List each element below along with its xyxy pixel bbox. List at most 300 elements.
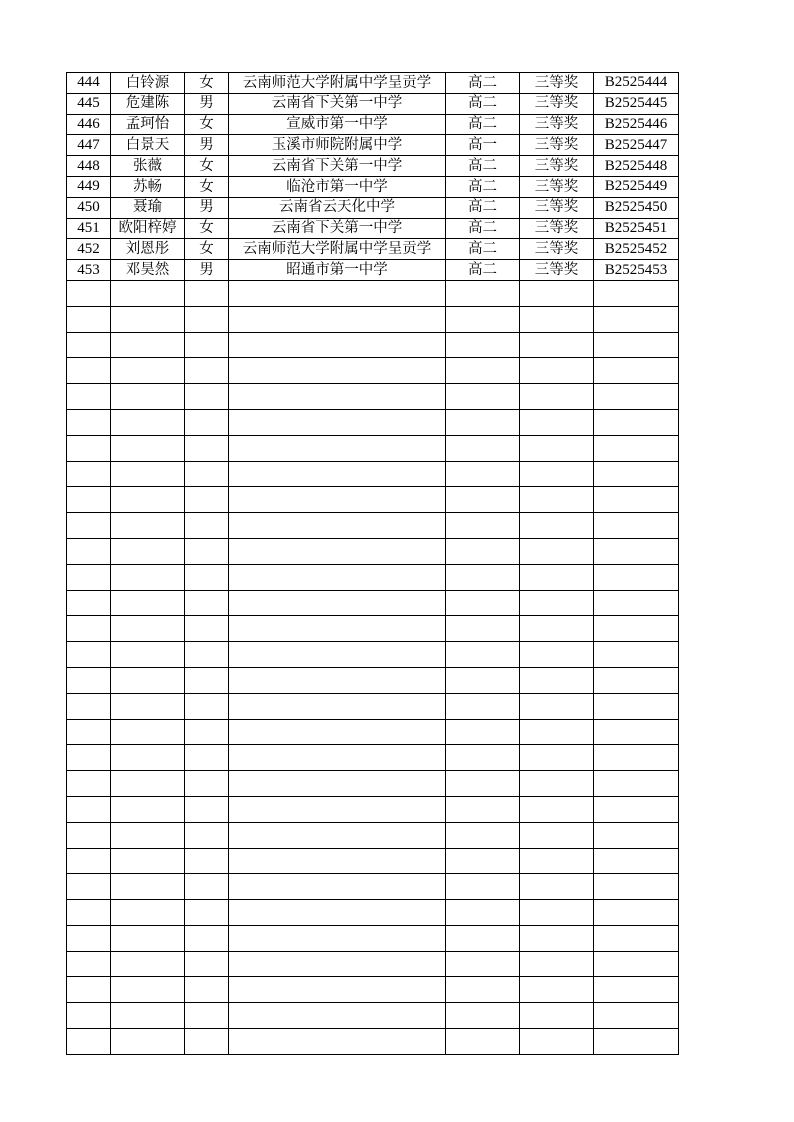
empty-cell xyxy=(229,719,446,745)
empty-cell xyxy=(185,564,229,590)
empty-cell xyxy=(185,358,229,384)
empty-cell xyxy=(111,538,185,564)
table-row xyxy=(67,176,679,197)
cell-no: 445 xyxy=(67,93,111,114)
empty-cell xyxy=(67,435,111,461)
cell-code: B2525449 xyxy=(594,176,679,197)
empty-cell xyxy=(229,977,446,1003)
cell-grade: 高二 xyxy=(446,197,520,218)
empty-cell xyxy=(446,771,520,797)
empty-cell xyxy=(520,332,594,358)
cell-name: 欧阳梓婷 xyxy=(111,218,185,239)
cell-school: 临沧市第一中学 xyxy=(229,176,446,197)
cell-grade: 高二 xyxy=(446,176,520,197)
table-row xyxy=(67,239,679,260)
empty-cell xyxy=(229,384,446,410)
empty-cell xyxy=(520,461,594,487)
cell-grade: 高一 xyxy=(446,135,520,156)
empty-cell xyxy=(446,1003,520,1029)
cell-no: 451 xyxy=(67,218,111,239)
empty-cell xyxy=(520,719,594,745)
empty-cell xyxy=(594,719,679,745)
empty-cell xyxy=(446,332,520,358)
cell-grade: 高二 xyxy=(446,260,520,281)
empty-cell xyxy=(229,513,446,539)
empty-table-row xyxy=(67,951,679,977)
empty-cell xyxy=(446,384,520,410)
empty-cell xyxy=(185,616,229,642)
empty-table-row xyxy=(67,461,679,487)
empty-cell xyxy=(111,461,185,487)
empty-cell xyxy=(446,487,520,513)
empty-cell xyxy=(67,513,111,539)
empty-cell xyxy=(229,951,446,977)
empty-cell xyxy=(111,435,185,461)
empty-cell xyxy=(111,693,185,719)
empty-cell xyxy=(67,538,111,564)
empty-cell xyxy=(111,513,185,539)
empty-cell xyxy=(520,487,594,513)
empty-cell xyxy=(111,1029,185,1055)
empty-cell xyxy=(67,771,111,797)
empty-cell xyxy=(229,1003,446,1029)
cell-gender: 女 xyxy=(185,156,229,177)
empty-cell xyxy=(229,538,446,564)
empty-cell xyxy=(229,1029,446,1055)
empty-cell xyxy=(229,435,446,461)
cell-school: 昭通市第一中学 xyxy=(229,260,446,281)
cell-name: 苏畅 xyxy=(111,176,185,197)
empty-table-row xyxy=(67,564,679,590)
cell-grade: 高二 xyxy=(446,156,520,177)
cell-award: 三等奖 xyxy=(520,93,594,114)
empty-cell xyxy=(67,590,111,616)
empty-table-row xyxy=(67,616,679,642)
empty-cell xyxy=(111,951,185,977)
empty-cell xyxy=(185,900,229,926)
empty-cell xyxy=(229,745,446,771)
cell-gender: 女 xyxy=(185,114,229,135)
empty-cell xyxy=(229,461,446,487)
empty-cell xyxy=(67,693,111,719)
empty-cell xyxy=(111,1003,185,1029)
empty-cell xyxy=(185,1029,229,1055)
empty-cell xyxy=(185,435,229,461)
empty-cell xyxy=(111,822,185,848)
empty-cell xyxy=(520,951,594,977)
cell-code: B2525451 xyxy=(594,218,679,239)
empty-cell xyxy=(67,564,111,590)
empty-cell xyxy=(520,771,594,797)
empty-cell xyxy=(594,796,679,822)
empty-cell xyxy=(229,616,446,642)
table-row xyxy=(67,197,679,218)
cell-school: 玉溪市师院附属中学 xyxy=(229,135,446,156)
empty-cell xyxy=(520,900,594,926)
empty-cell xyxy=(594,667,679,693)
empty-cell xyxy=(594,874,679,900)
empty-cell xyxy=(111,771,185,797)
cell-award: 三等奖 xyxy=(520,176,594,197)
empty-cell xyxy=(594,822,679,848)
empty-cell xyxy=(67,280,111,306)
empty-cell xyxy=(111,280,185,306)
empty-cell xyxy=(111,719,185,745)
cell-award: 三等奖 xyxy=(520,114,594,135)
cell-award: 三等奖 xyxy=(520,218,594,239)
empty-cell xyxy=(185,925,229,951)
table-row xyxy=(67,260,679,281)
empty-cell xyxy=(67,409,111,435)
cell-name: 白景天 xyxy=(111,135,185,156)
empty-cell xyxy=(594,925,679,951)
cell-no: 447 xyxy=(67,135,111,156)
cell-grade: 高二 xyxy=(446,114,520,135)
cell-award: 三等奖 xyxy=(520,239,594,260)
empty-cell xyxy=(446,642,520,668)
table-row xyxy=(67,218,679,239)
empty-cell xyxy=(229,590,446,616)
table-body xyxy=(67,73,679,1055)
cell-school: 云南师范大学附属中学呈贡学 xyxy=(229,239,446,260)
empty-cell xyxy=(185,332,229,358)
empty-cell xyxy=(520,925,594,951)
empty-cell xyxy=(229,693,446,719)
cell-no: 452 xyxy=(67,239,111,260)
empty-cell xyxy=(111,616,185,642)
empty-cell xyxy=(520,280,594,306)
cell-school: 云南师范大学附属中学呈贡学 xyxy=(229,73,446,94)
empty-cell xyxy=(520,977,594,1003)
empty-cell xyxy=(67,461,111,487)
cell-school: 云南省云天化中学 xyxy=(229,197,446,218)
table-row xyxy=(67,156,679,177)
empty-cell xyxy=(67,384,111,410)
empty-cell xyxy=(185,538,229,564)
empty-cell xyxy=(229,564,446,590)
empty-table-row xyxy=(67,590,679,616)
empty-table-row xyxy=(67,487,679,513)
empty-cell xyxy=(67,332,111,358)
empty-cell xyxy=(185,461,229,487)
empty-cell xyxy=(67,642,111,668)
empty-cell xyxy=(520,616,594,642)
empty-cell xyxy=(185,306,229,332)
cell-school: 云南省下关第一中学 xyxy=(229,156,446,177)
empty-table-row xyxy=(67,1003,679,1029)
empty-cell xyxy=(594,435,679,461)
cell-no: 448 xyxy=(67,156,111,177)
empty-cell xyxy=(185,590,229,616)
empty-cell xyxy=(67,951,111,977)
cell-grade: 高二 xyxy=(446,239,520,260)
table-row xyxy=(67,135,679,156)
empty-cell xyxy=(594,977,679,1003)
empty-cell xyxy=(185,693,229,719)
empty-table-row xyxy=(67,796,679,822)
empty-cell xyxy=(185,745,229,771)
empty-table-row xyxy=(67,642,679,668)
cell-code: B2525448 xyxy=(594,156,679,177)
empty-cell xyxy=(594,693,679,719)
empty-cell xyxy=(67,874,111,900)
cell-name: 聂瑜 xyxy=(111,197,185,218)
empty-cell xyxy=(229,925,446,951)
empty-cell xyxy=(229,306,446,332)
empty-cell xyxy=(185,513,229,539)
empty-cell xyxy=(111,848,185,874)
empty-cell xyxy=(520,435,594,461)
empty-cell xyxy=(594,900,679,926)
empty-cell xyxy=(520,409,594,435)
empty-cell xyxy=(446,822,520,848)
empty-cell xyxy=(111,564,185,590)
empty-cell xyxy=(520,513,594,539)
cell-code: B2525450 xyxy=(594,197,679,218)
empty-cell xyxy=(185,409,229,435)
empty-cell xyxy=(67,796,111,822)
empty-cell xyxy=(111,796,185,822)
empty-cell xyxy=(520,874,594,900)
empty-cell xyxy=(111,384,185,410)
empty-cell xyxy=(446,409,520,435)
empty-cell xyxy=(229,796,446,822)
empty-cell xyxy=(67,667,111,693)
empty-cell xyxy=(229,280,446,306)
empty-cell xyxy=(185,771,229,797)
empty-cell xyxy=(229,409,446,435)
empty-table-row xyxy=(67,1029,679,1055)
table-row xyxy=(67,114,679,135)
cell-award: 三等奖 xyxy=(520,156,594,177)
cell-name: 邓昊然 xyxy=(111,260,185,281)
empty-cell xyxy=(446,796,520,822)
empty-cell xyxy=(111,745,185,771)
empty-cell xyxy=(111,874,185,900)
award-list-table xyxy=(66,72,679,1055)
cell-code: B2525453 xyxy=(594,260,679,281)
cell-gender: 女 xyxy=(185,73,229,94)
cell-no: 449 xyxy=(67,176,111,197)
empty-table-row xyxy=(67,693,679,719)
empty-cell xyxy=(446,693,520,719)
empty-cell xyxy=(111,977,185,1003)
empty-cell xyxy=(185,951,229,977)
empty-cell xyxy=(111,487,185,513)
cell-name: 孟珂怡 xyxy=(111,114,185,135)
empty-cell xyxy=(111,667,185,693)
cell-gender: 男 xyxy=(185,93,229,114)
empty-cell xyxy=(520,745,594,771)
empty-table-row xyxy=(67,332,679,358)
empty-table-row xyxy=(67,538,679,564)
empty-cell xyxy=(594,358,679,384)
empty-cell xyxy=(229,332,446,358)
empty-cell xyxy=(185,874,229,900)
empty-table-row xyxy=(67,513,679,539)
empty-cell xyxy=(520,306,594,332)
table-row xyxy=(67,73,679,94)
empty-cell xyxy=(446,745,520,771)
empty-cell xyxy=(229,771,446,797)
empty-cell xyxy=(520,796,594,822)
empty-cell xyxy=(520,1003,594,1029)
cell-school: 云南省下关第一中学 xyxy=(229,93,446,114)
cell-name: 白铃源 xyxy=(111,73,185,94)
empty-cell xyxy=(446,1029,520,1055)
cell-no: 444 xyxy=(67,73,111,94)
cell-award: 三等奖 xyxy=(520,197,594,218)
empty-table-row xyxy=(67,822,679,848)
cell-gender: 男 xyxy=(185,260,229,281)
empty-cell xyxy=(111,358,185,384)
empty-table-row xyxy=(67,848,679,874)
empty-cell xyxy=(446,564,520,590)
cell-name: 张薇 xyxy=(111,156,185,177)
empty-cell xyxy=(67,848,111,874)
empty-cell xyxy=(594,409,679,435)
empty-cell xyxy=(446,461,520,487)
cell-school: 宣威市第一中学 xyxy=(229,114,446,135)
empty-table-row xyxy=(67,977,679,1003)
empty-cell xyxy=(594,538,679,564)
empty-cell xyxy=(446,538,520,564)
cell-gender: 女 xyxy=(185,176,229,197)
empty-cell xyxy=(67,745,111,771)
empty-cell xyxy=(67,719,111,745)
empty-cell xyxy=(594,745,679,771)
empty-cell xyxy=(520,642,594,668)
empty-table-row xyxy=(67,771,679,797)
empty-cell xyxy=(520,822,594,848)
empty-cell xyxy=(594,771,679,797)
empty-table-row xyxy=(67,745,679,771)
empty-cell xyxy=(446,925,520,951)
cell-grade: 高二 xyxy=(446,93,520,114)
empty-cell xyxy=(446,280,520,306)
empty-cell xyxy=(111,306,185,332)
cell-gender: 女 xyxy=(185,239,229,260)
cell-code: B2525447 xyxy=(594,135,679,156)
empty-table-row xyxy=(67,280,679,306)
empty-cell xyxy=(229,822,446,848)
cell-grade: 高二 xyxy=(446,218,520,239)
empty-cell xyxy=(185,719,229,745)
empty-cell xyxy=(520,1029,594,1055)
empty-cell xyxy=(594,564,679,590)
empty-cell xyxy=(520,384,594,410)
empty-cell xyxy=(111,590,185,616)
empty-cell xyxy=(594,306,679,332)
cell-name: 刘恩彤 xyxy=(111,239,185,260)
empty-cell xyxy=(185,642,229,668)
table-row xyxy=(67,93,679,114)
empty-cell xyxy=(67,487,111,513)
empty-cell xyxy=(594,1003,679,1029)
empty-cell xyxy=(594,848,679,874)
cell-gender: 男 xyxy=(185,197,229,218)
empty-cell xyxy=(594,642,679,668)
empty-cell xyxy=(520,538,594,564)
empty-cell xyxy=(185,487,229,513)
cell-code: B2525445 xyxy=(594,93,679,114)
empty-cell xyxy=(229,642,446,668)
empty-table-row xyxy=(67,435,679,461)
empty-cell xyxy=(594,487,679,513)
empty-cell xyxy=(111,900,185,926)
empty-cell xyxy=(594,951,679,977)
empty-cell xyxy=(446,874,520,900)
empty-cell xyxy=(446,616,520,642)
empty-cell xyxy=(446,358,520,384)
empty-cell xyxy=(594,513,679,539)
empty-cell xyxy=(446,513,520,539)
empty-cell xyxy=(520,667,594,693)
empty-table-row xyxy=(67,306,679,332)
cell-award: 三等奖 xyxy=(520,135,594,156)
empty-cell xyxy=(67,822,111,848)
empty-cell xyxy=(446,590,520,616)
empty-table-row xyxy=(67,719,679,745)
empty-cell xyxy=(594,590,679,616)
empty-cell xyxy=(446,719,520,745)
empty-cell xyxy=(67,616,111,642)
empty-cell xyxy=(594,461,679,487)
empty-cell xyxy=(446,951,520,977)
empty-cell xyxy=(594,384,679,410)
empty-cell xyxy=(185,848,229,874)
empty-cell xyxy=(520,848,594,874)
empty-cell xyxy=(229,487,446,513)
empty-table-row xyxy=(67,874,679,900)
cell-school: 云南省下关第一中学 xyxy=(229,218,446,239)
cell-award: 三等奖 xyxy=(520,260,594,281)
empty-cell xyxy=(229,900,446,926)
cell-no: 446 xyxy=(67,114,111,135)
empty-cell xyxy=(520,693,594,719)
cell-code: B2525452 xyxy=(594,239,679,260)
empty-table-row xyxy=(67,358,679,384)
empty-table-row xyxy=(67,409,679,435)
empty-cell xyxy=(185,280,229,306)
empty-cell xyxy=(185,796,229,822)
empty-table-row xyxy=(67,667,679,693)
empty-cell xyxy=(446,848,520,874)
empty-cell xyxy=(111,925,185,951)
empty-cell xyxy=(229,667,446,693)
cell-award: 三等奖 xyxy=(520,73,594,94)
empty-table-row xyxy=(67,925,679,951)
empty-cell xyxy=(67,1003,111,1029)
empty-cell xyxy=(67,925,111,951)
empty-cell xyxy=(185,667,229,693)
empty-table-row xyxy=(67,384,679,410)
cell-no: 453 xyxy=(67,260,111,281)
empty-cell xyxy=(229,848,446,874)
empty-cell xyxy=(594,1029,679,1055)
empty-cell xyxy=(111,332,185,358)
empty-cell xyxy=(185,977,229,1003)
empty-cell xyxy=(229,874,446,900)
empty-cell xyxy=(594,332,679,358)
empty-cell xyxy=(111,409,185,435)
empty-cell xyxy=(446,977,520,1003)
cell-gender: 女 xyxy=(185,218,229,239)
cell-grade: 高二 xyxy=(446,73,520,94)
empty-cell xyxy=(185,1003,229,1029)
empty-cell xyxy=(594,280,679,306)
empty-cell xyxy=(520,564,594,590)
